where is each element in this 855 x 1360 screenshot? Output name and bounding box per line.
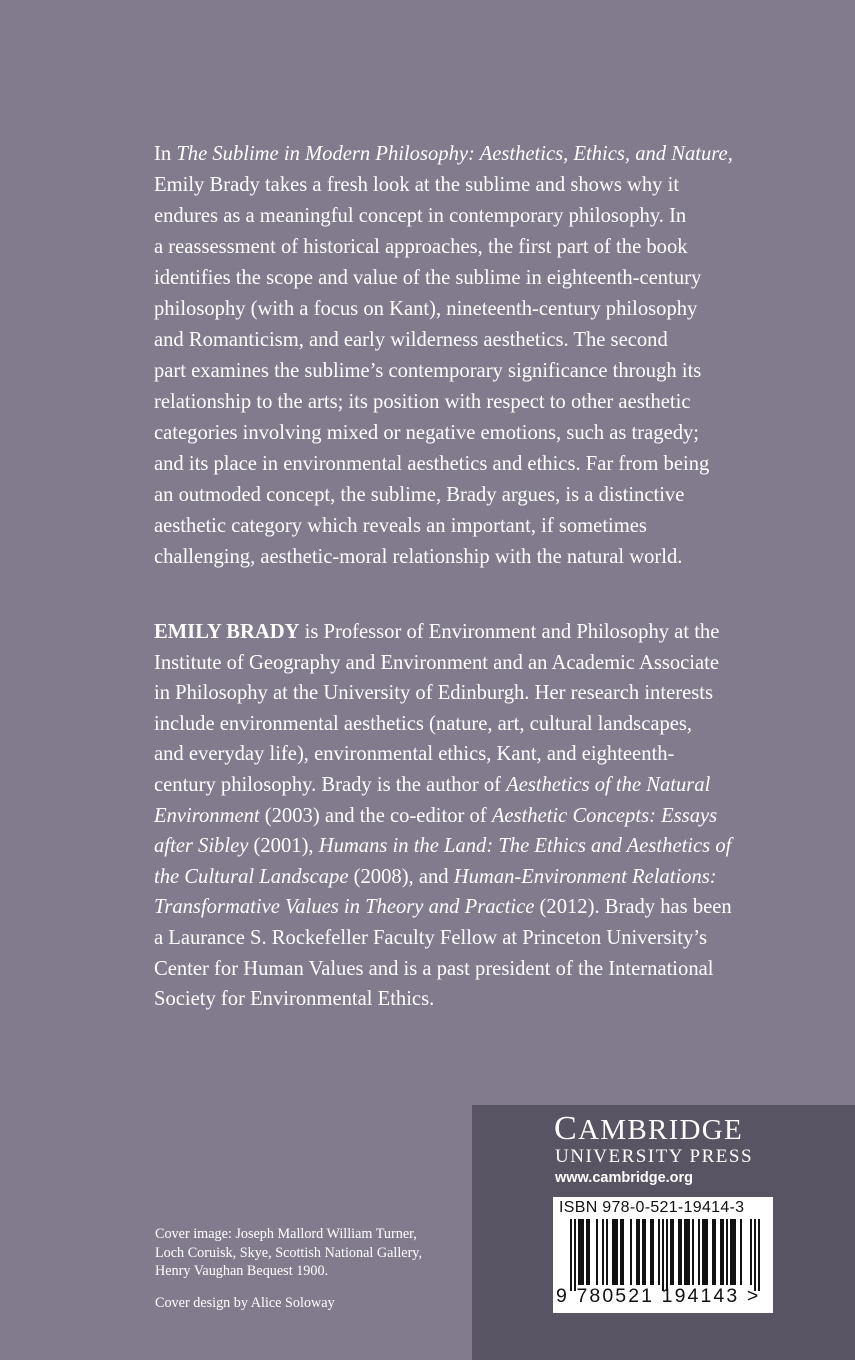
biography-line: Environment (2003) and the co-editor of Aesthetic Concepts: Essays	[154, 804, 718, 827]
barcode-bar	[730, 1219, 732, 1285]
description-line: In The Sublime in Modern Philosophy: Aesthetics, Ethics, and Nature,	[154, 143, 733, 165]
publisher-logo-name	[554, 1110, 743, 1148]
biography-line: the Cultural Landscape (2008), and Human-Environment Relations:	[154, 865, 717, 888]
barcode-bar	[680, 1219, 682, 1285]
credit-line: Loch Coruisk, Skye, Scottish National Gallery,	[155, 1244, 423, 1261]
description-line: identifies the scope and value of the sublime in eighteenth-century	[154, 267, 702, 289]
description-line: a reassessment of historical approaches, the first part of the book	[154, 236, 688, 258]
barcode-bar	[732, 1219, 734, 1285]
isbn-label: ISBN 978-0-521-19414-3	[559, 1199, 745, 1216]
publisher-name-initial: C	[554, 1110, 578, 1147]
barcode-bar	[688, 1219, 690, 1285]
barcode-bar	[686, 1219, 688, 1285]
barcode-bar	[622, 1219, 624, 1285]
description-line: Emily Brady takes a fresh look at the sublime and shows why it	[154, 174, 680, 196]
barcode-bar	[714, 1219, 716, 1285]
cover-design-credit-text: Cover design by Alice Soloway	[155, 1295, 335, 1311]
barcode-bar	[652, 1219, 654, 1285]
biography-line: include environmental aesthetics (nature, art, cultural landscapes,	[154, 712, 693, 735]
barcode-bar	[636, 1219, 638, 1285]
barcode-bar	[638, 1219, 640, 1285]
barcode-bar	[706, 1219, 708, 1285]
barcode-bar	[602, 1219, 604, 1285]
cover-design-credit	[155, 1294, 475, 1313]
description-line: categories involving mixed or negative emotions, such as tragedy;	[154, 422, 700, 444]
barcode-bar	[758, 1219, 760, 1291]
cover-image-credit	[155, 1225, 475, 1281]
barcode-bar	[670, 1219, 672, 1285]
barcode-digits: 9 780521 194143 >	[556, 1285, 761, 1307]
biography-line: in Philosophy at the University of Edinburgh. Her research interests	[154, 682, 713, 705]
barcode-bar	[644, 1219, 646, 1285]
barcode-bar	[650, 1219, 652, 1285]
barcode-bar	[658, 1219, 660, 1285]
description-line: endures as a meaningful concept in contemporary philosophy. In	[154, 205, 687, 227]
barcode-bar	[612, 1219, 614, 1285]
barcode-bar	[620, 1219, 622, 1285]
description-line: philosophy (with a focus on Kant), nineteenth-century philosophy	[154, 298, 698, 320]
barcode-bar	[586, 1219, 588, 1285]
barcode-bar	[678, 1219, 680, 1285]
biography-line: century philosophy. Brady is the author of Aesthetics of the Natural	[154, 773, 711, 796]
barcode-bar	[570, 1219, 572, 1291]
barcode-bar	[630, 1219, 632, 1285]
biography-line: Society for Environmental Ethics.	[154, 988, 435, 1011]
barcode-bar	[722, 1219, 724, 1285]
barcode-bar	[578, 1219, 580, 1285]
credit-line: Cover image: Joseph Mallord William Turner,	[155, 1226, 417, 1242]
barcode-bar	[720, 1219, 722, 1285]
description-line: and its place in environmental aesthetics and ethics. Far from being	[154, 453, 710, 475]
barcode-bar	[582, 1219, 584, 1285]
barcode-bar	[614, 1219, 616, 1285]
barcode-bar	[750, 1219, 752, 1285]
barcode-bar	[702, 1219, 704, 1285]
barcode-bar	[596, 1219, 598, 1285]
barcode-bar	[704, 1219, 706, 1285]
biography-line: Institute of Geography and Environment and an Academic Associate	[154, 651, 720, 674]
book-description	[154, 139, 794, 573]
barcode-bar	[692, 1219, 694, 1285]
barcode-bar	[606, 1219, 608, 1285]
barcode-bar	[666, 1219, 668, 1291]
barcode-bar	[588, 1219, 590, 1285]
publisher-url: www.cambridge.org	[555, 1170, 694, 1186]
description-line: and Romanticism, and early wilderness aesthetics. The second	[154, 329, 668, 351]
barcode-bar	[662, 1219, 664, 1291]
description-line: aesthetic category which reveals an important, if sometimes	[154, 515, 647, 537]
description-line: relationship to the arts; its position with respect to other aesthetic	[154, 391, 691, 413]
barcode-bar	[712, 1219, 714, 1285]
publisher-subtitle: UNIVERSITY PRESS	[555, 1146, 754, 1167]
barcode-bar	[698, 1219, 700, 1285]
barcode-bar	[642, 1219, 644, 1285]
author-biography	[154, 617, 794, 1015]
biography-line: after Sibley (2001), Humans in the Land: The Ethics and Aesthetics of	[154, 835, 732, 858]
barcode-bar	[734, 1219, 736, 1285]
biography-line: EMILY BRADY is Professor of Environment and Philosophy at the	[154, 621, 720, 643]
barcode-bar	[616, 1219, 618, 1285]
barcode-bar	[726, 1219, 728, 1285]
barcode-bar	[684, 1219, 686, 1285]
credit-line: Henry Vaughan Bequest 1900.	[155, 1263, 329, 1280]
biography-line: and everyday life), environmental ethics, Kant, and eighteenth-	[154, 743, 675, 766]
publisher-name-rest: AMBRIDGE	[577, 1114, 744, 1146]
barcode-bar	[672, 1219, 674, 1285]
biography-line: Center for Human Values and is a past president of the International	[154, 957, 714, 980]
barcode-bar	[754, 1219, 756, 1291]
biography-line: Transformative Values in Theory and Practice (2012). Brady has been	[154, 896, 732, 919]
description-line: challenging, aesthetic-moral relationship with the natural world.	[154, 546, 683, 568]
barcode-bar	[580, 1219, 582, 1285]
barcode-bar	[574, 1219, 576, 1291]
description-line: part examines the sublime’s contemporary significance through its	[154, 360, 702, 382]
biography-line: a Laurance S. Rockefeller Faculty Fellow at Princeton University’s	[154, 926, 708, 949]
isbn-barcode	[553, 1197, 773, 1313]
description-line: an outmoded concept, the sublime, Brady argues, is a distinctive	[154, 484, 685, 506]
barcode-bar	[740, 1219, 742, 1285]
